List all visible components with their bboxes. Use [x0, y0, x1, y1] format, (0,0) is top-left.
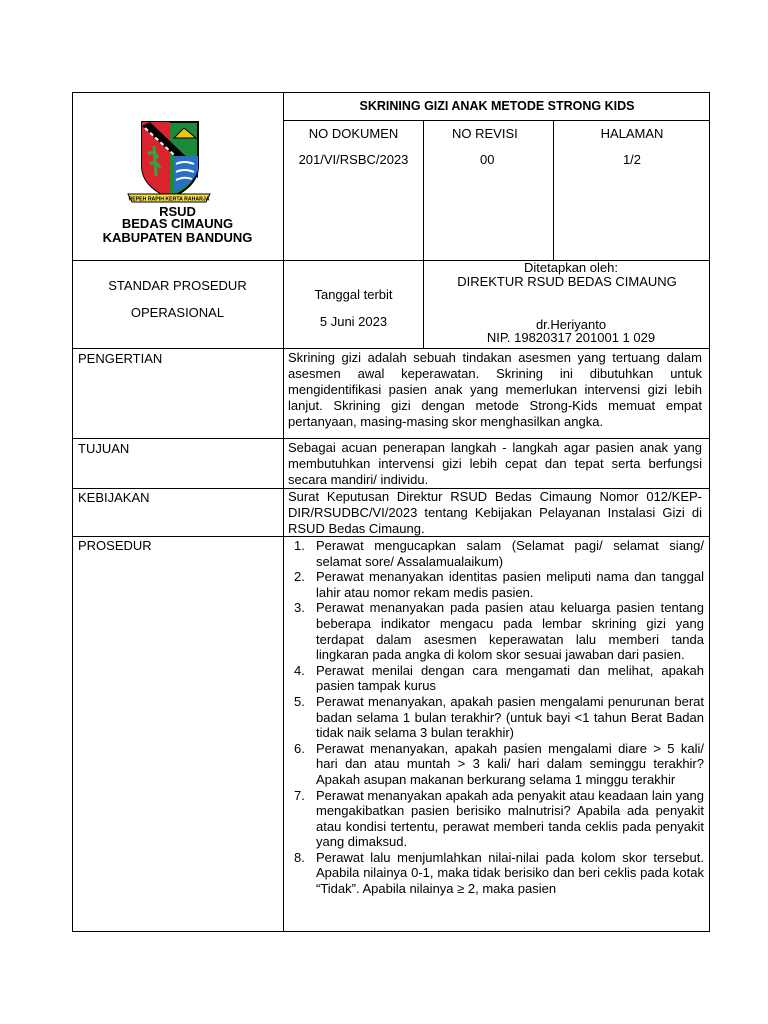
no-dokumen-value: 201/VI/RSBC/2023 [298, 152, 409, 167]
no-dokumen-label: NO DOKUMEN [308, 126, 399, 141]
pengertian-divider [72, 438, 710, 439]
rsud-logo-icon [124, 116, 214, 208]
pengertian-label: PENGERTIAN [78, 351, 163, 366]
tanggal-terbit-value: 5 Juni 2023 [319, 314, 388, 329]
prosedur-step: 4. Perawat menilai dengan cara mengamati dan melihat, apakah pasien tampak kurus [294, 662, 704, 694]
halaman-label: HALAMAN [600, 126, 664, 141]
sop-document [72, 92, 710, 932]
document-title: SKRINING GIZI ANAK METODE STRONG KIDS [359, 99, 635, 113]
no-revisi-label: NO REVISI [452, 126, 518, 141]
org-line-1: RSUD [159, 204, 196, 219]
pengertian-text: Skrining gizi adalah sebuah tindakan asesmen yang tertuang dalam asesmen awal keperawatan. Skrining ini dibutuhkan untuk mengidentifikasi pasien anak yang memerlukan intervensi gizi lebih lanjut. Skrining gizi dengan metode Strong-Kids memuat empat pertanyaan, masing-masing skor menghasilkan angka. [288, 350, 702, 429]
title-divider [284, 120, 710, 121]
kebijakan-label: KEBIJAKAN [78, 490, 150, 505]
prosedur-step: 8. Perawat lalu menjumlahkan nilai-nilai pada kolom skor tersebut. Apabila nilainya 0-1, maka tidak berisiko dan beri ceklis pada kotak “Tidak”. Apabila nilainya ≥ 2, maka pasien [294, 849, 704, 897]
halaman-value: 1/2 [622, 152, 642, 167]
signatory-nip: NIP. 19820317 201001 1 029 [486, 330, 656, 345]
prosedur-step: 7. Perawat menanyakan apakah ada penyakit atau keadaan lain yang mengakibatkan pasien berisiko malnutrisi? Apabila ada penyakit atau kondisi tertentu, perawat memberi tanda ceklis pada penyakit yang dimaksud. [294, 787, 704, 850]
revisi-column-divider [423, 120, 424, 348]
direktur-title: DIREKTUR RSUD BEDAS CIMAUNG [457, 274, 677, 289]
border-right [709, 92, 710, 932]
prosedur-step: 6. Perawat menanyakan, apakah pasien mengalami diare > 5 kali/ hari dan atau muntah > 3 kali/ hari dalam seminggu terakhir? Apakah asupan makanan berkurang selama 1 minggu terakhir [294, 740, 704, 787]
no-revisi-value: 00 [480, 152, 495, 167]
prosedur-step: 1. Perawat mengucapkan salam (Selamat pagi/ selamat siang/ selamat sore/ Assalamualaikum) [294, 538, 704, 569]
org-line-3: KABUPATEN BANDUNG [102, 230, 253, 245]
tanggal-terbit-label: Tanggal terbit [314, 287, 393, 302]
spo-line-2: OPERASIONAL [130, 305, 225, 320]
prosedur-step: 3. Perawat menanyakan pada pasien atau keluarga pasien tentang beberapa indikator mengacu pada lembar skrining gizi yang terdapat dalam asesmen keperawatan lalu memberi tanda lingkaran pada angka di kolom skor sesuai jawaban dari pasien. [294, 600, 704, 663]
label-column-divider [283, 92, 284, 932]
border-top [72, 92, 710, 93]
ditetapkan-label: Ditetapkan oleh: [524, 260, 618, 275]
border-bottom [72, 931, 710, 932]
spo-line-1: STANDAR PROSEDUR [108, 278, 247, 293]
prosedur-list [286, 538, 704, 897]
spo-divider [72, 348, 710, 349]
signatory-name: dr.Heriyanto [535, 317, 607, 332]
prosedur-step: 2. Perawat menanyakan identitas pasien meliputi nama dan tanggal lahir atau nomor rekam medis pasien. [294, 569, 704, 600]
org-line-2: BEDAS CIMAUNG [121, 216, 234, 231]
tujuan-text: Sebagai acuan penerapan langkah - langkah agar pasien anak yang membutuhkan intervensi gizi lebih cepat dan tepat serta berfungsi secara mandiri/ individu. [288, 440, 702, 487]
kebijakan-text: Surat Keputusan Direktur RSUD Bedas Cimaung Nomor 012/KEP-DIR/RSUDBC/VI/2023 tentang Kebijakan Pelayanan Instalasi Gizi di RSUD Bedas Cimaung. [288, 489, 702, 536]
prosedur-label: PROSEDUR [78, 538, 152, 553]
prosedur-step: 5. Perawat menanyakan, apakah pasien mengalami penurunan berat badan selama 1 bulan terakhir? (untuk bayi <1 tahun Berat Badan tidak naik selama 3 bulan terakhir) [294, 693, 704, 741]
svg-text:REPEH RAPIH KERTA RAHARJA: REPEH RAPIH KERTA RAHARJA [128, 196, 210, 203]
tujuan-label: TUJUAN [78, 441, 130, 456]
